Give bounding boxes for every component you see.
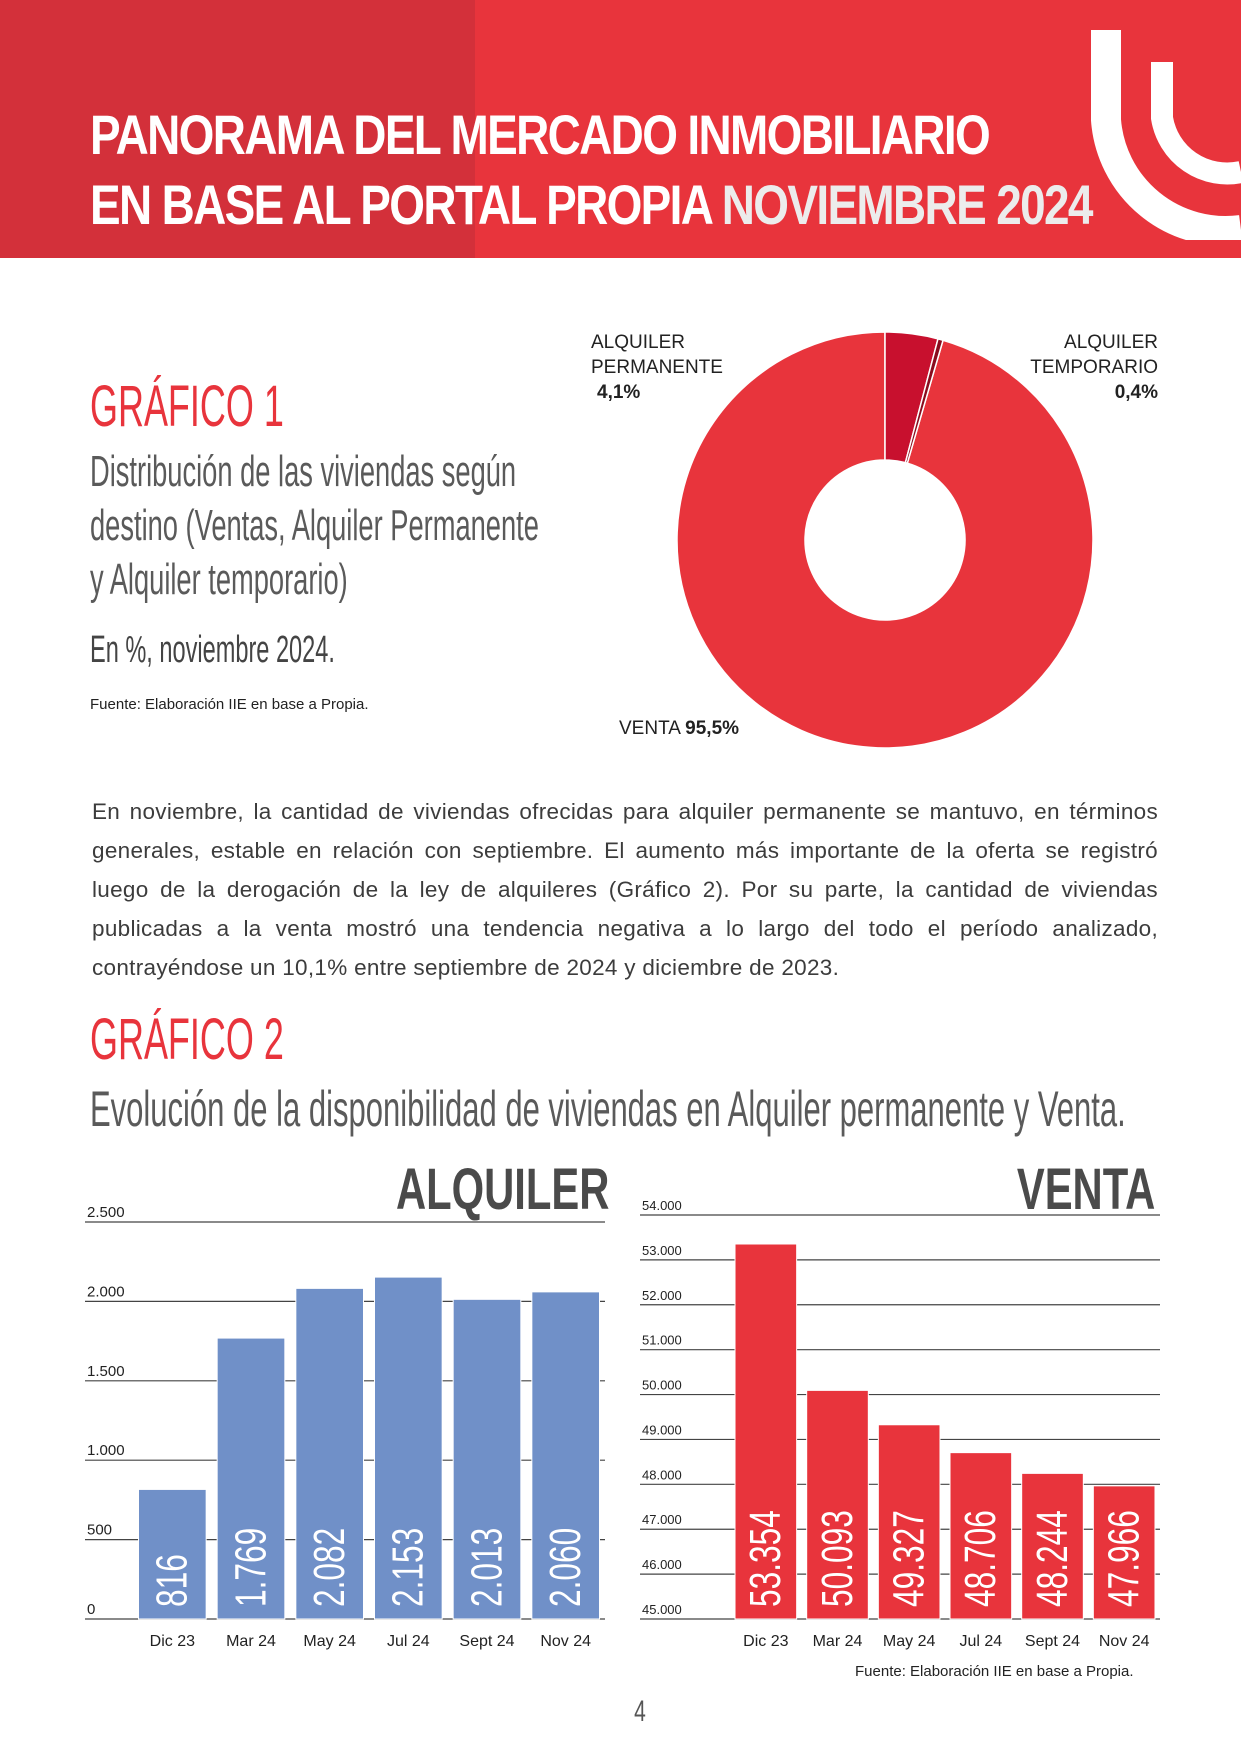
x-tick-label: Dic 23 (149, 1633, 196, 1650)
body-paragraph: En noviembre, la cantidad de viviendas ofrecidas para alquiler permanente se mantuvo, en términos generales, estable en relación con septiembre. El aumento más importante de la oferta se registró luego de la derogación de la ley de alquileres (Gráfico 2). Por su parte, la cantidad de viviendas publicadas a la venta mostró una tendencia negativa a lo largo del todo el período analizado, contrayéndose un 10,1% entre septiembre de 2024 y diciembre de 2023. (92, 799, 1158, 980)
grafico2-source: Fuente: Elaboración IIE en base a Propia. (855, 1663, 1134, 1680)
bar-value-label: 2.060 (540, 1527, 591, 1607)
pie-label-permanente-name2: PERMANENTE (591, 357, 723, 378)
y-tick-label: 48.000 (642, 1467, 682, 1483)
grafico2-title: Evolución de la disponibilidad de viviendas en Alquiler permanente y Venta. (90, 1081, 1126, 1137)
bar-value-label: 2.153 (383, 1527, 434, 1607)
pie-label-venta-value: 95,5% (685, 718, 740, 739)
y-tick-label: 53.000 (642, 1242, 682, 1258)
brand-logo-icon (1090, 0, 1241, 240)
x-tick-label: Nov 24 (540, 1633, 592, 1650)
bar-value-label: 2.013 (462, 1527, 512, 1607)
pie-label-temporario (1010, 330, 1158, 405)
y-tick-label: 1.000 (87, 1442, 125, 1460)
y-tick-label: 51.000 (642, 1332, 682, 1348)
grafico1-title-line: destino (Ventas, Alquiler Permanente (90, 501, 539, 550)
y-tick-label: 0 (87, 1601, 96, 1618)
grafico1-title (90, 445, 539, 607)
pie-label-permanente (591, 330, 723, 405)
grafico1-title-line: Distribución de las viviendas según (90, 447, 517, 496)
y-tick-label: 2.000 (87, 1283, 125, 1301)
grafico1-source: Fuente: Elaboración IIE en base a Propia. (90, 696, 369, 713)
y-tick-label: 50.000 (642, 1377, 682, 1393)
y-tick-label: 45.000 (642, 1602, 682, 1617)
venta-chart-title: VENTA (1016, 1157, 1155, 1222)
header-title-accent: NOVIEMBRE 2024 (721, 173, 1092, 236)
x-tick-label: Sept 24 (1024, 1633, 1081, 1650)
x-tick-label: Jul 24 (959, 1633, 1003, 1650)
y-tick-label: 1.500 (87, 1362, 125, 1380)
venta-bar-chart (640, 1195, 1160, 1655)
bar-value-label: 49.327 (884, 1510, 934, 1607)
x-tick-label: Jul 24 (386, 1633, 430, 1650)
grafico1-label: GRÁFICO 1 (90, 374, 284, 439)
x-tick-label: Sept 24 (459, 1633, 515, 1650)
y-tick-label: 2.500 (87, 1204, 125, 1221)
grafico1-subtitle: En %, noviembre 2024. (90, 629, 335, 671)
y-tick-label: 52.000 (642, 1287, 682, 1303)
bar-value-label: 53.354 (741, 1510, 791, 1607)
bar-value-label: 816 (147, 1554, 198, 1607)
bar-value-label: 1.769 (226, 1527, 276, 1607)
header-title (90, 100, 1092, 240)
alquiler-chart-title: ALQUILER (395, 1157, 609, 1222)
y-tick-label: 54.000 (642, 1198, 682, 1213)
pie-label-permanente-value: 4,1% (597, 382, 641, 403)
pie-label-temporario-value: 0,4% (1114, 382, 1158, 403)
y-tick-label: 47.000 (642, 1512, 682, 1528)
y-tick-label: 500 (87, 1521, 113, 1539)
x-tick-label: May 24 (303, 1633, 356, 1650)
y-tick-label: 46.000 (642, 1557, 682, 1573)
pie-label-temporario-name1: ALQUILER (1064, 332, 1158, 353)
pie-label-permanente-name1: ALQUILER (591, 332, 685, 353)
header-title-line2: EN BASE AL PORTAL PROPIA (90, 173, 722, 236)
x-tick-label: Mar 24 (226, 1633, 276, 1650)
bar-value-label: 48.706 (956, 1510, 1006, 1607)
pie-label-temporario-name2: TEMPORARIO (1030, 357, 1158, 378)
bar-value-label: 50.093 (812, 1510, 863, 1607)
x-tick-label: Dic 23 (743, 1633, 789, 1650)
pie-label-venta-name: VENTA (619, 718, 680, 739)
grafico1-title-line: y Alquiler temporario) (90, 555, 348, 604)
x-tick-label: Mar 24 (812, 1633, 863, 1650)
bar-value-label: 2.082 (304, 1527, 355, 1607)
header-title-line1: PANORAMA DEL MERCADO INMOBILIARIO (90, 103, 990, 166)
y-tick-label: 49.000 (642, 1422, 682, 1438)
x-tick-label: Nov 24 (1098, 1633, 1150, 1650)
page-number: 4 (634, 1695, 646, 1728)
bar-value-label: 48.244 (1027, 1510, 1078, 1607)
alquiler-bar-chart (85, 1195, 605, 1655)
grafico2-label: GRÁFICO 2 (90, 1007, 284, 1072)
bar-value-label: 47.966 (1099, 1510, 1149, 1607)
x-tick-label: May 24 (882, 1633, 936, 1650)
page-header (0, 0, 1241, 258)
pie-label-venta (619, 716, 739, 741)
